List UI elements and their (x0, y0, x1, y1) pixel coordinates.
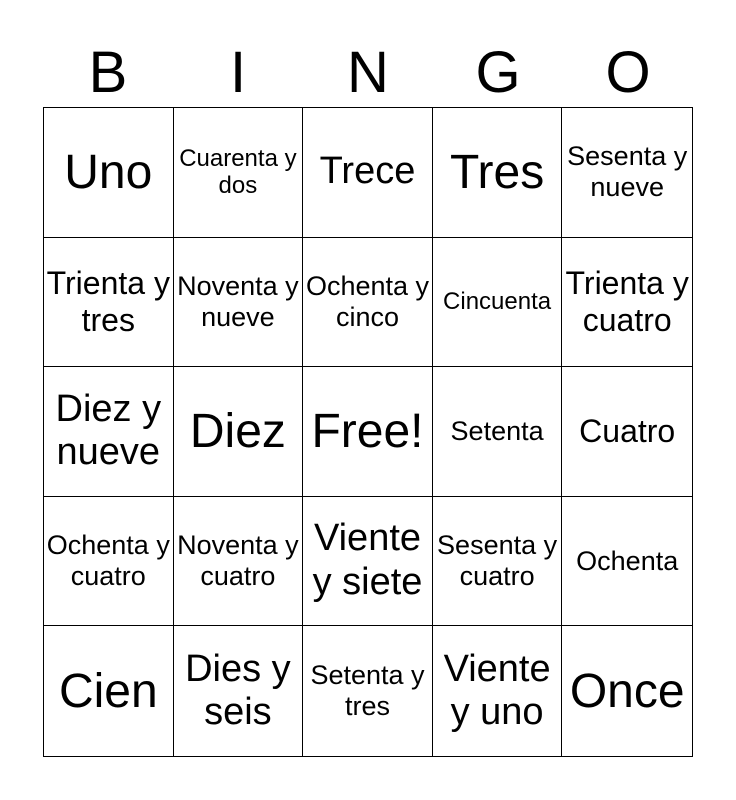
bingo-cell[interactable]: Sesenta y nueve (562, 108, 692, 238)
bingo-cell[interactable]: Uno (44, 108, 174, 238)
header-letter-i: I (229, 40, 247, 105)
bingo-cell[interactable]: Noventa y nueve (174, 238, 304, 368)
bingo-cell[interactable]: Once (569, 664, 685, 718)
bingo-cell[interactable]: Diez y nueve (44, 367, 174, 497)
header-letter-n: N (347, 40, 389, 105)
bingo-cell[interactable]: Trece (303, 108, 433, 238)
header-letter-b: B (88, 40, 128, 105)
bingo-cell[interactable]: Cincuenta (433, 238, 563, 368)
bingo-cell[interactable]: Tres (433, 108, 563, 238)
bingo-cell[interactable]: Cien (44, 626, 174, 756)
header-letter-g: G (475, 40, 521, 105)
bingo-cell[interactable]: Viente y uno (433, 626, 563, 756)
bingo-cell[interactable]: Viente y siete (303, 497, 433, 627)
bingo-board (43, 107, 693, 757)
bingo-cell[interactable]: Cuatro (562, 367, 692, 497)
bingo-cell[interactable]: Ochenta y cuatro (44, 497, 174, 627)
bingo-cell[interactable]: Diez (174, 367, 304, 497)
bingo-cell[interactable]: Setenta y tres (303, 626, 433, 756)
bingo-cell[interactable]: Sesenta y cuatro (433, 497, 563, 627)
bingo-cell[interactable]: Setenta (433, 367, 563, 497)
free-space-cell[interactable]: Free! (303, 367, 433, 497)
bingo-cell[interactable]: Ochenta y cinco (303, 238, 433, 368)
bingo-cell[interactable]: Ochenta (562, 497, 692, 627)
bingo-cell[interactable]: Dies y seis (174, 626, 304, 756)
bingo-header (43, 40, 693, 106)
header-letter-o: O (605, 40, 651, 105)
bingo-cell[interactable]: Trienta y cuatro (562, 238, 692, 368)
bingo-cell[interactable]: Noventa y cuatro (174, 497, 304, 627)
bingo-cell[interactable]: Cuarenta y dos (174, 108, 304, 238)
bingo-cell[interactable]: Trienta y tres (44, 238, 174, 368)
